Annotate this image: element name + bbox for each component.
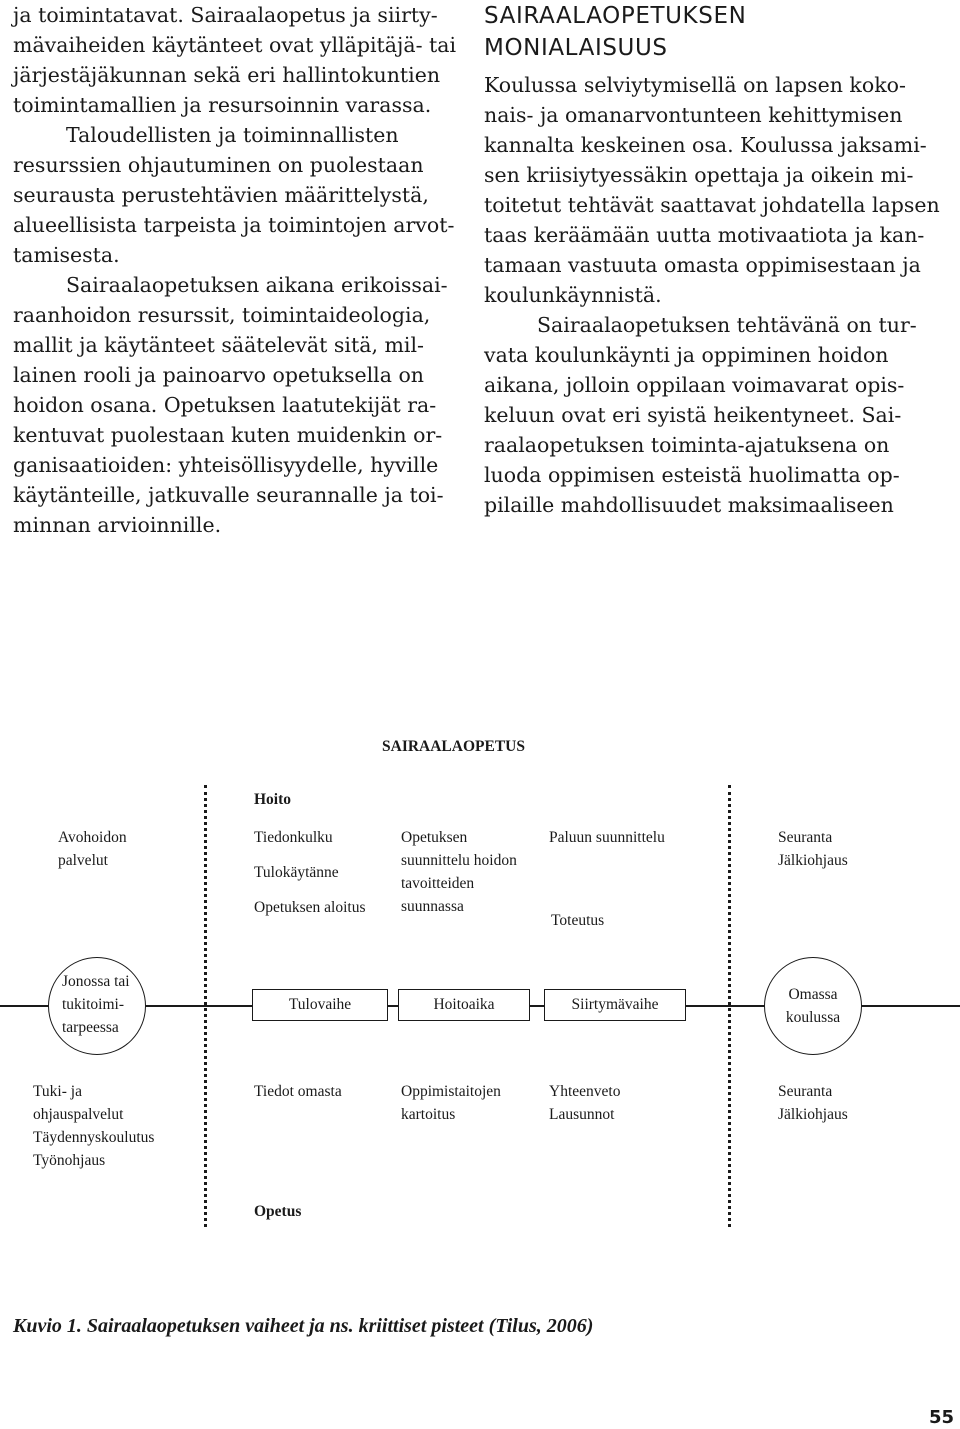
text-line: mallit ja käytänteet säätelevät sitä, mil- (13, 333, 424, 357)
text-line: Lausunnot (549, 1106, 615, 1123)
phase-box-transition: Siirtymävaihe (544, 989, 686, 1021)
text-line: toitetut tehtävät saattavat johdatella lapsen (484, 193, 940, 217)
top-col3 (401, 826, 517, 918)
text-line: taas keräämään uutta motivaatiota ja kan- (484, 223, 925, 247)
text-line: sen kriisiytyessäkin opettaja ja oikein mi- (484, 163, 914, 187)
text-line: Seuranta (778, 829, 833, 846)
phase-box-treatment: Hoitoaika (398, 989, 530, 1021)
heading-line: SAIRAALAOPETUKSEN (484, 3, 747, 29)
text-line: seurausta perustehtävien määrittelystä, (13, 183, 429, 207)
text-line: Sairaalaopetuksen aikana erikoissai- (66, 273, 448, 297)
bottom-col3 (401, 1080, 501, 1126)
top-col2 (254, 826, 366, 919)
text-line: kannalta keskeinen osa. Koulussa jaksami- (484, 133, 927, 157)
text-line: resurssien ohjautuminen on puolestaan (13, 153, 424, 177)
text-line: toimintamallien ja resursoinnin varassa. (13, 93, 432, 117)
text-line: Opetuksen (401, 829, 468, 846)
section-heading (484, 0, 906, 64)
circle-own-school-label (764, 983, 862, 1029)
text-line: ganisaatioiden: yhteisöllisyydelle, hyville (13, 453, 439, 477)
text-line: Yhteenveto (549, 1083, 621, 1100)
text-line: järjestäjäkunnan sekä eri hallintokuntien (13, 63, 441, 87)
text-line: Täydennyskoulutus (33, 1129, 155, 1146)
text-line: suunnassa (401, 898, 464, 915)
text-line: vata koulunkäynti ja oppiminen hoidon (484, 343, 889, 367)
text-line: ohjauspalvelut (33, 1106, 124, 1123)
bottom-col5 (778, 1080, 848, 1126)
top-col1 (58, 826, 127, 872)
text-line: raalaopetuksen toiminta-ajatuksena on (484, 433, 890, 457)
top-col5 (778, 826, 848, 872)
text-line: Työnohjaus (33, 1152, 106, 1169)
text-line: lainen rooli ja painoarvo opetuksella on (13, 363, 425, 387)
text-line: kartoitus (401, 1106, 456, 1123)
text-line: Sairaalaopetuksen tehtävänä on tur- (537, 313, 917, 337)
text-line: Opetuksen aloitus (254, 899, 366, 916)
top-col4b: Toteutus (551, 912, 605, 929)
text-line: tavoitteiden (401, 875, 475, 892)
circle-waiting-label (62, 970, 130, 1039)
hoito-label: Hoito (254, 791, 292, 808)
text-line: minnan arvioinnille. (13, 513, 222, 537)
text-line: keluun ovat eri syistä heikentyneet. Sai- (484, 403, 902, 427)
text-line: Avohoidon (58, 829, 127, 846)
text-line: nais- ja omanarvontunteen kehittymisen (484, 103, 903, 127)
text-line: raanhoidon resurssit, toimintaideologia, (13, 303, 431, 327)
text-line: Jälkiohjaus (778, 852, 848, 869)
top-col4a: Paluun suunnittelu (549, 829, 665, 846)
text-line: suunnittelu hoidon (401, 852, 517, 869)
text-line: pilaille mahdollisuudet maksimaaliseen (484, 493, 894, 517)
phase-box-arrival: Tulovaihe (252, 989, 388, 1021)
left-text-column (13, 0, 457, 540)
text-line: Oppimistaitojen (401, 1083, 501, 1100)
opetus-label: Opetus (254, 1203, 302, 1220)
text-line: luoda oppimisen esteistä huolimatta op- (484, 463, 900, 487)
text-line: palvelut (58, 852, 108, 869)
text-line: koulunkäynnistä. (484, 283, 662, 307)
text-line: tukitoimi- (62, 996, 124, 1013)
text-line: Tuki- ja (33, 1083, 82, 1100)
text-line: Tulokäytänne (254, 864, 339, 881)
text-line: Seuranta (778, 1083, 833, 1100)
text-line: Taloudellisten ja toiminnallisten (66, 123, 399, 147)
text-line: Tiedot omasta (254, 1083, 342, 1100)
text-line: tarpeessa (62, 1019, 119, 1036)
text-line: aikana, jolloin oppilaan voimavarat opis- (484, 373, 905, 397)
text-line: Tiedonkulku (254, 829, 333, 846)
text-line: mävaiheiden käytänteet ovat ylläpitäjä- tai (13, 33, 457, 57)
text-line: Jonossa tai (62, 973, 130, 990)
text-line: tamaan vastuuta omasta oppimisestaan ja (484, 253, 921, 277)
bottom-col2 (254, 1080, 342, 1103)
text-line: tamisesta. (13, 243, 120, 267)
text-line: koulussa (785, 1009, 841, 1026)
bottom-col1 (33, 1080, 154, 1172)
text-line: hoidon osana. Opetuksen laatutekijät ra- (13, 393, 437, 417)
text-line: kentuvat puolestaan kuten muidenkin or- (13, 423, 443, 447)
text-line: käytänteille, jatkuvalle seurannalle ja toi- (13, 483, 444, 507)
text-line: Jälkiohjaus (778, 1106, 848, 1123)
text-line: Omassa (788, 986, 838, 1003)
text-line: ja toimintatavat. Sairaalaopetus ja siirty- (13, 3, 438, 27)
heading-line: MONIALAISUUS (484, 35, 668, 61)
bottom-col4 (549, 1080, 620, 1126)
right-text-column (484, 0, 940, 520)
figure-caption: Kuvio 1. Sairaalaopetuksen vaiheet ja ns. kriittiset pisteet (Tilus, 2006) (13, 1315, 594, 1337)
diagram-title: SAIRAALAOPETUS (382, 738, 525, 755)
page-number: 55 (928, 1407, 954, 1428)
text-line: alueellisista tarpeista ja toimintojen arvot- (13, 213, 455, 237)
text-line: Koulussa selviytymisellä on lapsen koko- (484, 73, 906, 97)
